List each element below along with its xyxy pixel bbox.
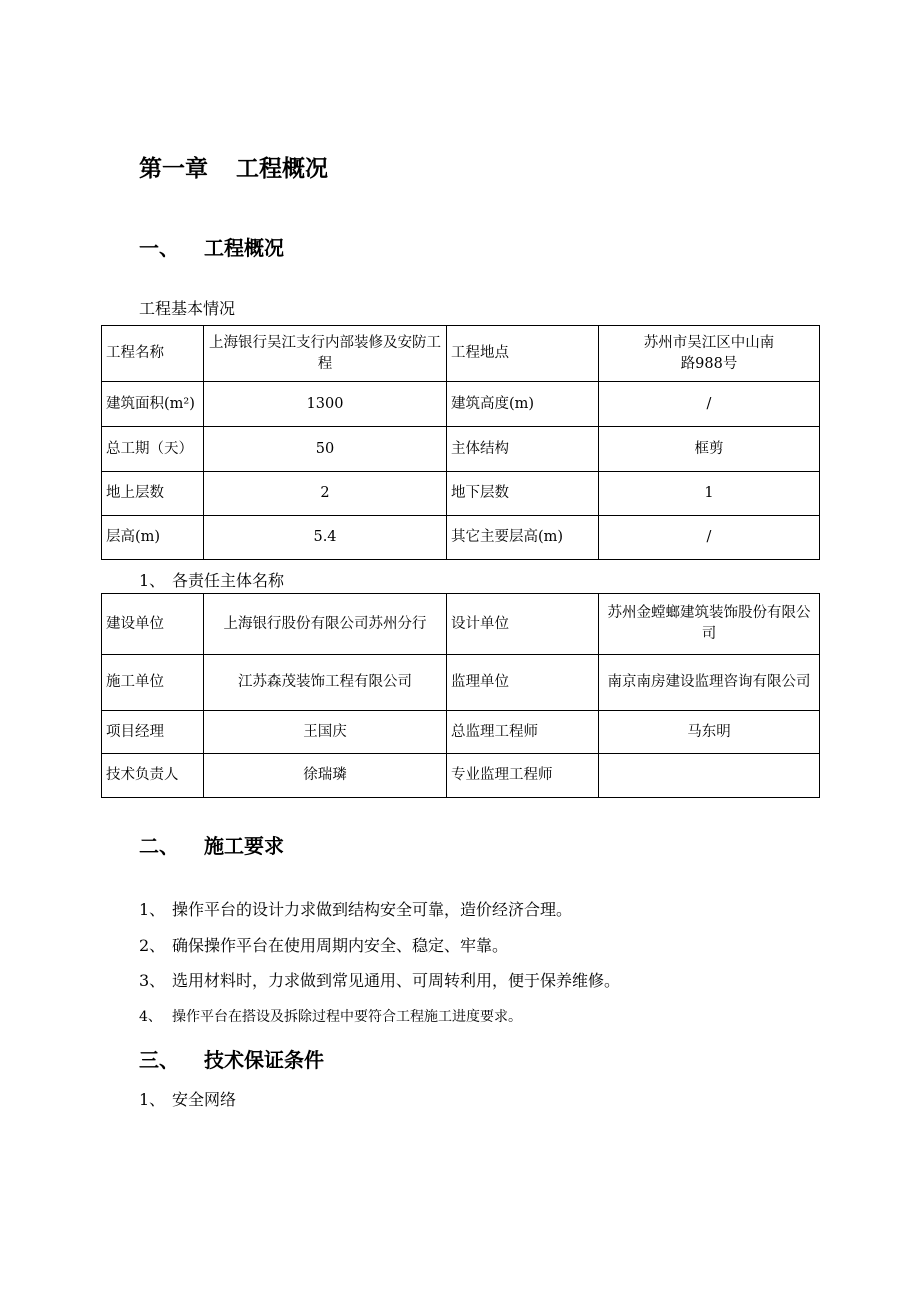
label-cell: 地下层数 xyxy=(447,472,599,516)
value-cell: 王国庆 xyxy=(204,711,447,754)
value-cell: / xyxy=(599,516,820,560)
table-row xyxy=(102,326,820,382)
label-cell: 工程名称 xyxy=(102,326,204,382)
section-3-heading xyxy=(139,1044,324,1073)
value-cell: 上海银行股份有限公司苏州分行 xyxy=(204,594,447,655)
value-cell xyxy=(599,754,820,798)
label-cell: 专业监理工程师 xyxy=(447,754,599,798)
chapter-number: 第一章 xyxy=(139,156,208,182)
parties-table xyxy=(101,593,820,798)
label-cell: 主体结构 xyxy=(447,427,599,472)
value-cell: 上海银行吴江支行内部装修及安防工程 xyxy=(204,326,447,382)
list-item xyxy=(139,1087,236,1110)
list-text: 操作平台在搭设及拆除过程中要符合工程施工进度要求。 xyxy=(172,1009,522,1025)
list-text: 安全网络 xyxy=(172,1090,237,1109)
value-cell: 框剪 xyxy=(599,427,820,472)
value-cell: 江苏森茂装饰工程有限公司 xyxy=(204,655,447,711)
chapter-text: 工程概况 xyxy=(236,156,328,182)
value-cell: 南京南房建设监理咨询有限公司 xyxy=(599,655,820,711)
list-number: 2、 xyxy=(139,936,166,955)
label-cell: 总工期（天） xyxy=(102,427,204,472)
value-cell: 徐瑞璘 xyxy=(204,754,447,798)
section-3-number: 三、 xyxy=(139,1048,179,1072)
list-item xyxy=(139,933,508,956)
label-cell: 工程地点 xyxy=(447,326,599,382)
table-row xyxy=(102,427,820,472)
parties-caption-text: 各责任主体名称 xyxy=(172,571,285,590)
value-cell: 苏州市吴江区中山南路988号 xyxy=(599,326,820,382)
label-cell: 地上层数 xyxy=(102,472,204,516)
table-row xyxy=(102,754,820,798)
list-item xyxy=(139,897,572,920)
label-cell: 施工单位 xyxy=(102,655,204,711)
value-cell: 2 xyxy=(204,472,447,516)
section-2-heading xyxy=(139,830,284,859)
basic-info-caption: 工程基本情况 xyxy=(139,299,236,318)
list-item xyxy=(139,1006,522,1026)
list-number: 1、 xyxy=(139,1090,166,1109)
value-cell: / xyxy=(599,382,820,427)
list-item xyxy=(139,968,620,991)
basic-info-table xyxy=(101,325,820,560)
section-3-title: 技术保证条件 xyxy=(204,1048,324,1072)
value-cell: 苏州金螳螂建筑装饰股份有限公司 xyxy=(599,594,820,655)
label-cell: 建设单位 xyxy=(102,594,204,655)
label-cell: 技术负责人 xyxy=(102,754,204,798)
value-cell: 1 xyxy=(599,472,820,516)
label-cell: 其它主要层高(m) xyxy=(447,516,599,560)
table-row xyxy=(102,655,820,711)
label-cell: 层高(m) xyxy=(102,516,204,560)
section-2-number: 二、 xyxy=(139,834,179,858)
value-cell: 5.4 xyxy=(204,516,447,560)
list-text: 操作平台的设计力求做到结构安全可靠，造价经济合理。 xyxy=(172,900,573,919)
label-cell: 建筑高度(m) xyxy=(447,382,599,427)
list-number: 4、 xyxy=(139,1009,162,1025)
chapter-title xyxy=(139,150,328,183)
list-number: 3、 xyxy=(139,971,166,990)
parties-caption xyxy=(139,568,284,591)
list-number: 1、 xyxy=(139,571,166,590)
value-cell: 马东明 xyxy=(599,711,820,754)
table-row xyxy=(102,594,820,655)
label-cell: 监理单位 xyxy=(447,655,599,711)
section-1-number: 一、 xyxy=(139,236,179,260)
table-row xyxy=(102,472,820,516)
value-cell: 1300 xyxy=(204,382,447,427)
table-row xyxy=(102,711,820,754)
section-2-title: 施工要求 xyxy=(204,834,284,858)
table-row xyxy=(102,382,820,427)
list-number: 1、 xyxy=(139,900,166,919)
label-cell: 设计单位 xyxy=(447,594,599,655)
section-1-heading xyxy=(139,232,284,261)
label-cell: 总监理工程师 xyxy=(447,711,599,754)
table-row xyxy=(102,516,820,560)
label-cell: 项目经理 xyxy=(102,711,204,754)
list-text: 选用材料时，力求做到常见通用、可周转利用，便于保养维修。 xyxy=(172,971,621,990)
label-cell: 建筑面积(m²) xyxy=(102,382,204,427)
value-cell: 50 xyxy=(204,427,447,472)
section-1-title: 工程概况 xyxy=(204,236,284,260)
list-text: 确保操作平台在使用周期内安全、稳定、牢靠。 xyxy=(172,936,509,955)
